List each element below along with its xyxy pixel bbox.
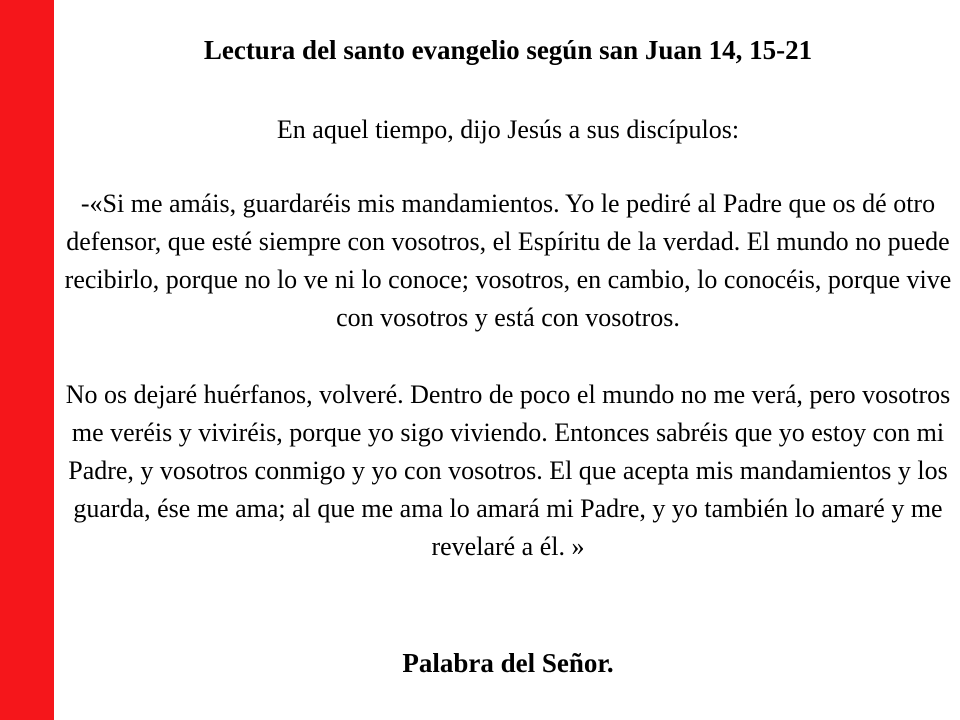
red-accent-bar bbox=[0, 0, 54, 720]
reading-closing: Palabra del Señor. bbox=[402, 648, 614, 678]
slide-content bbox=[58, 0, 958, 720]
reading-intro: En aquel tiempo, dijo Jesús a sus discípulos: bbox=[276, 115, 740, 144]
reading-paragraph-2: No os dejaré huérfanos, volveré. Dentro de poco el mundo no me verá, pero vosotros me veréis y viviréis, porque yo sigo viviendo. Entonces sabréis que yo estoy con mi Padre, y vosotros conmigo y yo con vosotros. El que acepta mis mandamientos y los guarda, ése me ama; al que me ama lo amará mi Padre, y yo también lo amaré y me revelaré a él. » bbox=[65, 380, 951, 561]
reading-paragraph-1: -«Si me amáis, guardaréis mis mandamientos. Yo le pediré al Padre que os dé otro defensor, que esté siempre con vosotros, el Espíritu de la verdad. El mundo no puede recibirlo, porque no lo ve ni lo conoce; vosotros, en cambio, lo conocéis, porque vive con vosotros y está con vosotros. bbox=[64, 189, 952, 332]
reading-title: Lectura del santo evangelio según san Juan 14, 15-21 bbox=[203, 35, 813, 65]
